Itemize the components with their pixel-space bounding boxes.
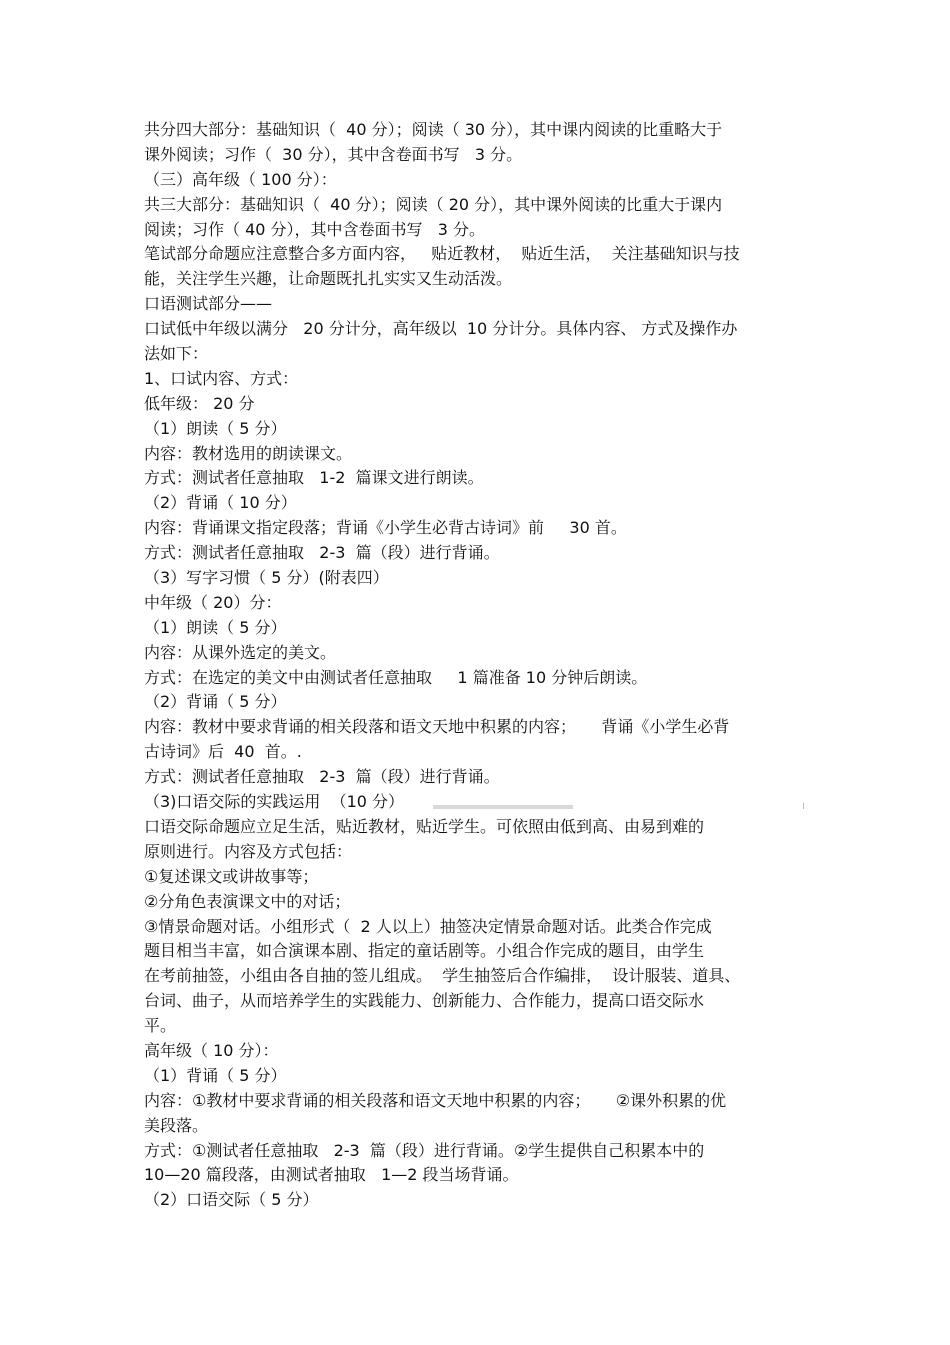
text-line: 内容：①教材中要求背诵的相关段落和语文天地中积累的内容； ②课外积累的优 xyxy=(144,1090,727,1110)
scan-artifact-mark xyxy=(803,803,804,809)
section-heading: 高年级（ 10 分）： xyxy=(144,1040,279,1060)
text-line: 古诗词》后 40 首。. xyxy=(144,742,302,762)
scan-artifact-bar xyxy=(433,805,573,809)
item-heading: （2）背诵（ 5 分） xyxy=(144,692,287,712)
item-heading: （2）背诵（ 10 分） xyxy=(144,493,297,513)
text-line: 内容：从课外选定的美文。 xyxy=(144,642,337,662)
text-line: 共分四大部分：基础知识（ 40 分）；阅读（ 30 分），其中课内阅读的比重略大于 xyxy=(144,120,723,139)
text-line: 课外阅读；习作（ 30 分），其中含卷面书写 3 分。 xyxy=(144,144,523,164)
item-heading: （1）朗读（ 5 分） xyxy=(144,617,287,637)
text-line: 阅读；习作（ 40 分），其中含卷面书写 3 分。 xyxy=(144,219,486,239)
section-heading: 1、口试内容、方式： xyxy=(144,368,299,388)
text-line: 共三大部分：基础知识（ 40 分）；阅读（ 20 分），其中课外阅读的比重大于课内 xyxy=(144,194,723,214)
text-line: 内容：背诵课文指定段落；背诵《小学生必背古诗词》前 30 首。 xyxy=(144,518,627,538)
item-heading: （3）写字习惯（ 5 分）(附表四） xyxy=(144,568,389,588)
text-line: 原则进行。内容及方式包括： xyxy=(144,841,353,861)
list-item: ②分角色表演课文中的对话； xyxy=(144,891,351,911)
section-heading: （三）高年级（ 100 分）： xyxy=(144,169,337,189)
section-heading: 低年级： 20 分 xyxy=(144,393,255,413)
text-line: 方式：①测试者任意抽取 2-3 篇（段）进行背诵。②学生提供自己积累本中的 xyxy=(144,1140,705,1160)
item-heading: （1）朗读（ 5 分） xyxy=(144,418,287,438)
item-heading: （1）背诵（ 5 分） xyxy=(144,1065,287,1085)
document-body xyxy=(144,118,814,1213)
text-line: 台词、曲子，从而培养学生的实践能力、创新能力、合作能力，提高口语交际水 xyxy=(144,991,705,1011)
text-line: 方式：测试者任意抽取 2-3 篇（段）进行背诵。 xyxy=(144,767,500,787)
text-line: 笔试部分命题应注意整合多方面内容， 贴近教材， 贴近生活， 关注基础知识与技 xyxy=(144,244,740,264)
text-line: 方式：测试者任意抽取 2-3 篇（段）进行背诵。 xyxy=(144,543,500,563)
item-heading: （3)口语交际的实践运用 （10 分） xyxy=(144,792,405,812)
text-line: 方式：测试者任意抽取 1-2 篇课文进行朗读。 xyxy=(144,468,484,488)
list-item: ①复述课文或讲故事等； xyxy=(144,866,319,886)
text-line: 题目相当丰富，如合演课本剧、指定的童话剧等。小组合作完成的题目，由学生 xyxy=(144,941,705,961)
text-line: 法如下： xyxy=(144,344,209,364)
text-line: 口语交际命题应立足生活，贴近教材，贴近学生。可依照由低到高、由易到难的 xyxy=(144,816,705,836)
text-line: 平。 xyxy=(144,1016,177,1036)
item-heading: （2）口语交际（ 5 分） xyxy=(144,1190,319,1210)
section-heading: 中年级（ 20）分： xyxy=(144,592,282,612)
text-line: 方式：在选定的美文中由测试者任意抽取 1 篇准备 10 分钟后朗读。 xyxy=(144,667,648,687)
text-line: 在考前抽签，小组由各自抽的签儿组成。 学生抽签后合作编排， 设计服装、道具、 xyxy=(144,966,741,986)
text-line: 美段落。 xyxy=(144,1115,209,1135)
text-line: 能，关注学生兴趣，让命题既扎扎实实又生动活泼。 xyxy=(144,269,513,289)
text-line: 10—20 篇段落，由测试者抽取 1—2 段当场背诵。 xyxy=(144,1165,519,1185)
text-line: 内容：教材中要求背诵的相关段落和语文天地中积累的内容； 背诵《小学生必背 xyxy=(144,717,730,737)
text-line: 口试低中年级以满分 20 分计分，高年级以 10 分计分。具体内容、 方式及操作办 xyxy=(144,319,738,339)
section-heading: 口语测试部分—— xyxy=(144,294,273,314)
list-item: ③情景命题对话。小组形式（ 2 人以上）抽签决定情景命题对话。此类合作完成 xyxy=(144,916,712,936)
text-line: 内容：教材选用的朗读课文。 xyxy=(144,443,353,463)
